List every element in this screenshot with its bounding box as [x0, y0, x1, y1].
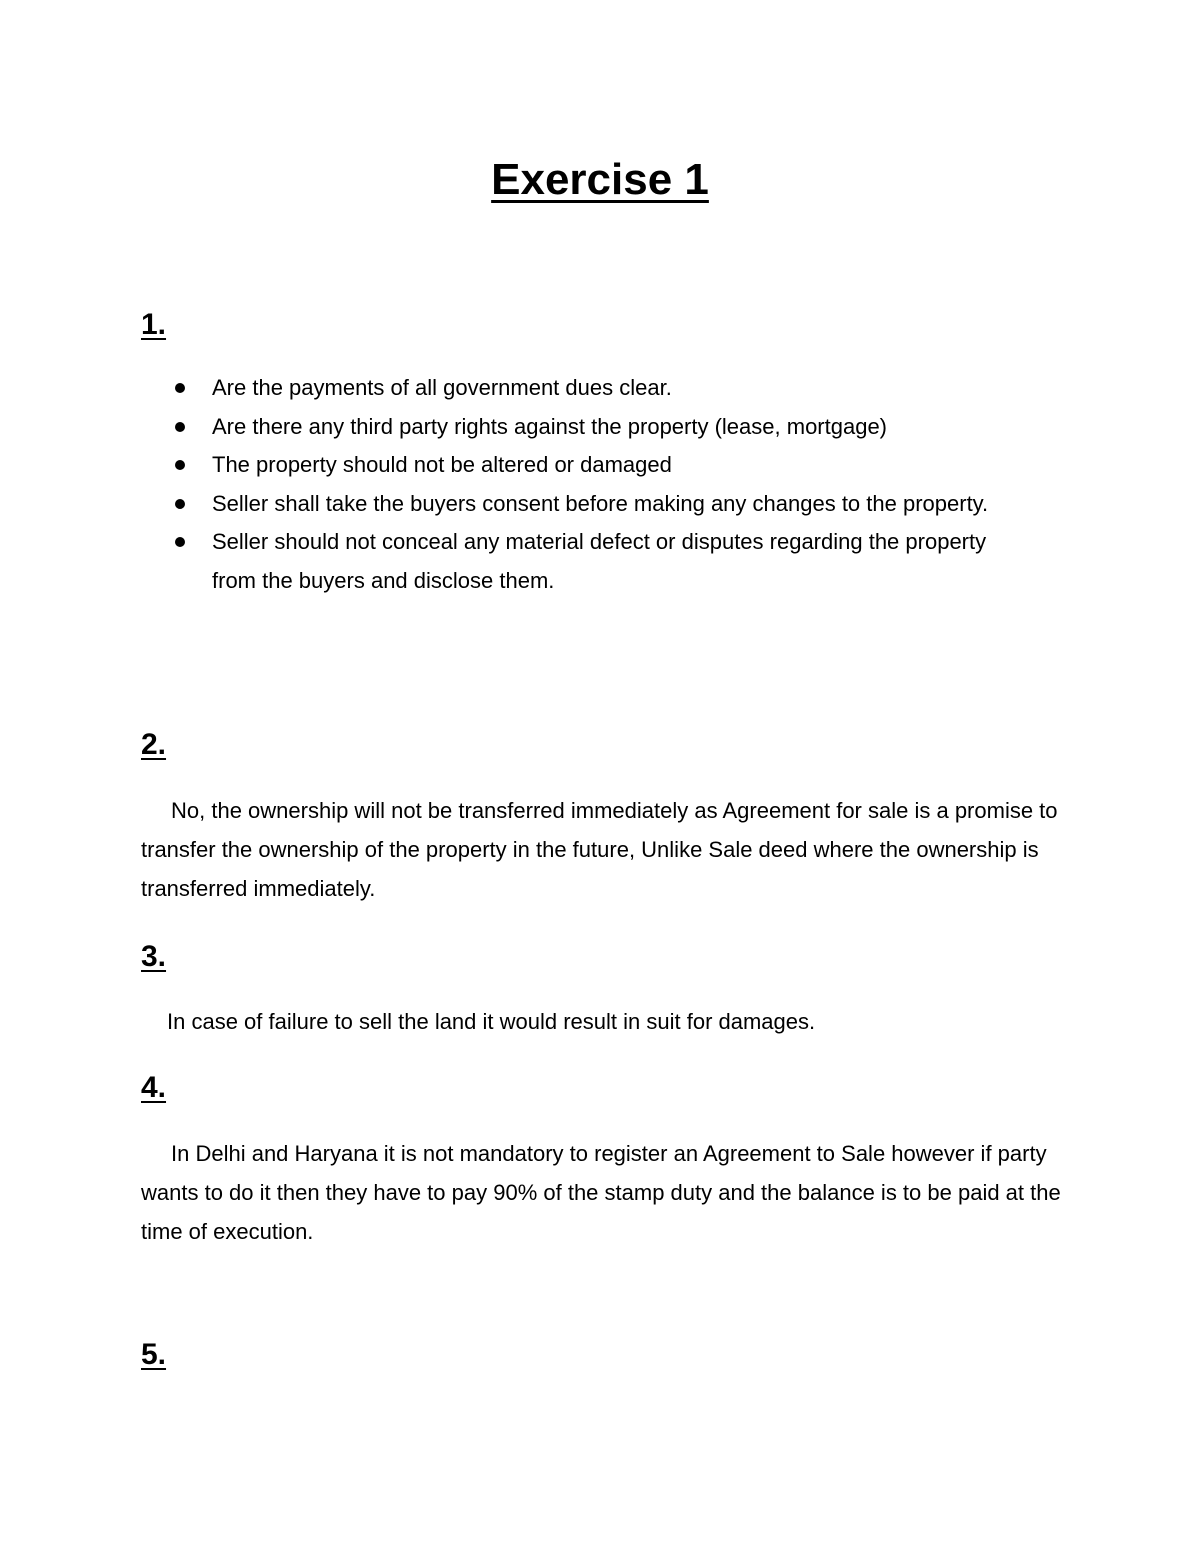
- list-item: [141, 523, 1021, 600]
- list-item-text: Are there any third party rights against the property (lease, mortgage): [212, 413, 888, 439]
- list-item: [141, 369, 1021, 408]
- bullet-icon: [175, 460, 185, 470]
- list-item-text: Seller should not conceal any material defect or disputes regarding the property from the buyers and disclose them.: [212, 529, 987, 593]
- question-number-5: 5.: [141, 1338, 167, 1371]
- bullet-icon: [175, 383, 185, 393]
- list-item-text: Seller shall take the buyers consent before making any changes to the property.: [212, 490, 989, 516]
- question-number-2: 2.: [141, 728, 167, 761]
- bullet-list: [141, 369, 1021, 600]
- bullet-icon: [175, 537, 185, 547]
- answer-text-3: In case of failure to sell the land it would result in suit for damages.: [167, 1009, 816, 1034]
- answer-text-4: In Delhi and Haryana it is not mandatory to register an Agreement to Sale however if party wants to do it then they have to pay 90% of the stamp duty and the balance is to be paid at the time of execution.: [141, 1141, 1061, 1244]
- list-item-text: Are the payments of all government dues clear.: [212, 375, 672, 400]
- answer-paragraph-2: [141, 791, 1061, 908]
- answer-paragraph-3: [141, 1002, 1061, 1041]
- list-item-text: The property should not be altered or damaged: [212, 452, 672, 477]
- question-number-4: 4.: [141, 1071, 167, 1104]
- bullet-icon: [175, 499, 185, 509]
- question-number-1: 1.: [141, 308, 167, 341]
- page-title-text: Exercise 1: [491, 155, 709, 204]
- answer-paragraph-4: [141, 1134, 1061, 1251]
- list-item: [141, 446, 1021, 485]
- answer-text-2: No, the ownership will not be transferred immediately as Agreement for sale is a promise to transfer the ownership of the property in the future, Unlike Sale deed where the ownership is transferred immediately.: [141, 798, 1058, 901]
- bullet-icon: [175, 422, 185, 432]
- list-item: [141, 485, 1021, 524]
- question-number-3: 3.: [141, 940, 167, 973]
- list-item: [141, 408, 1021, 447]
- page-title: [0, 150, 1200, 210]
